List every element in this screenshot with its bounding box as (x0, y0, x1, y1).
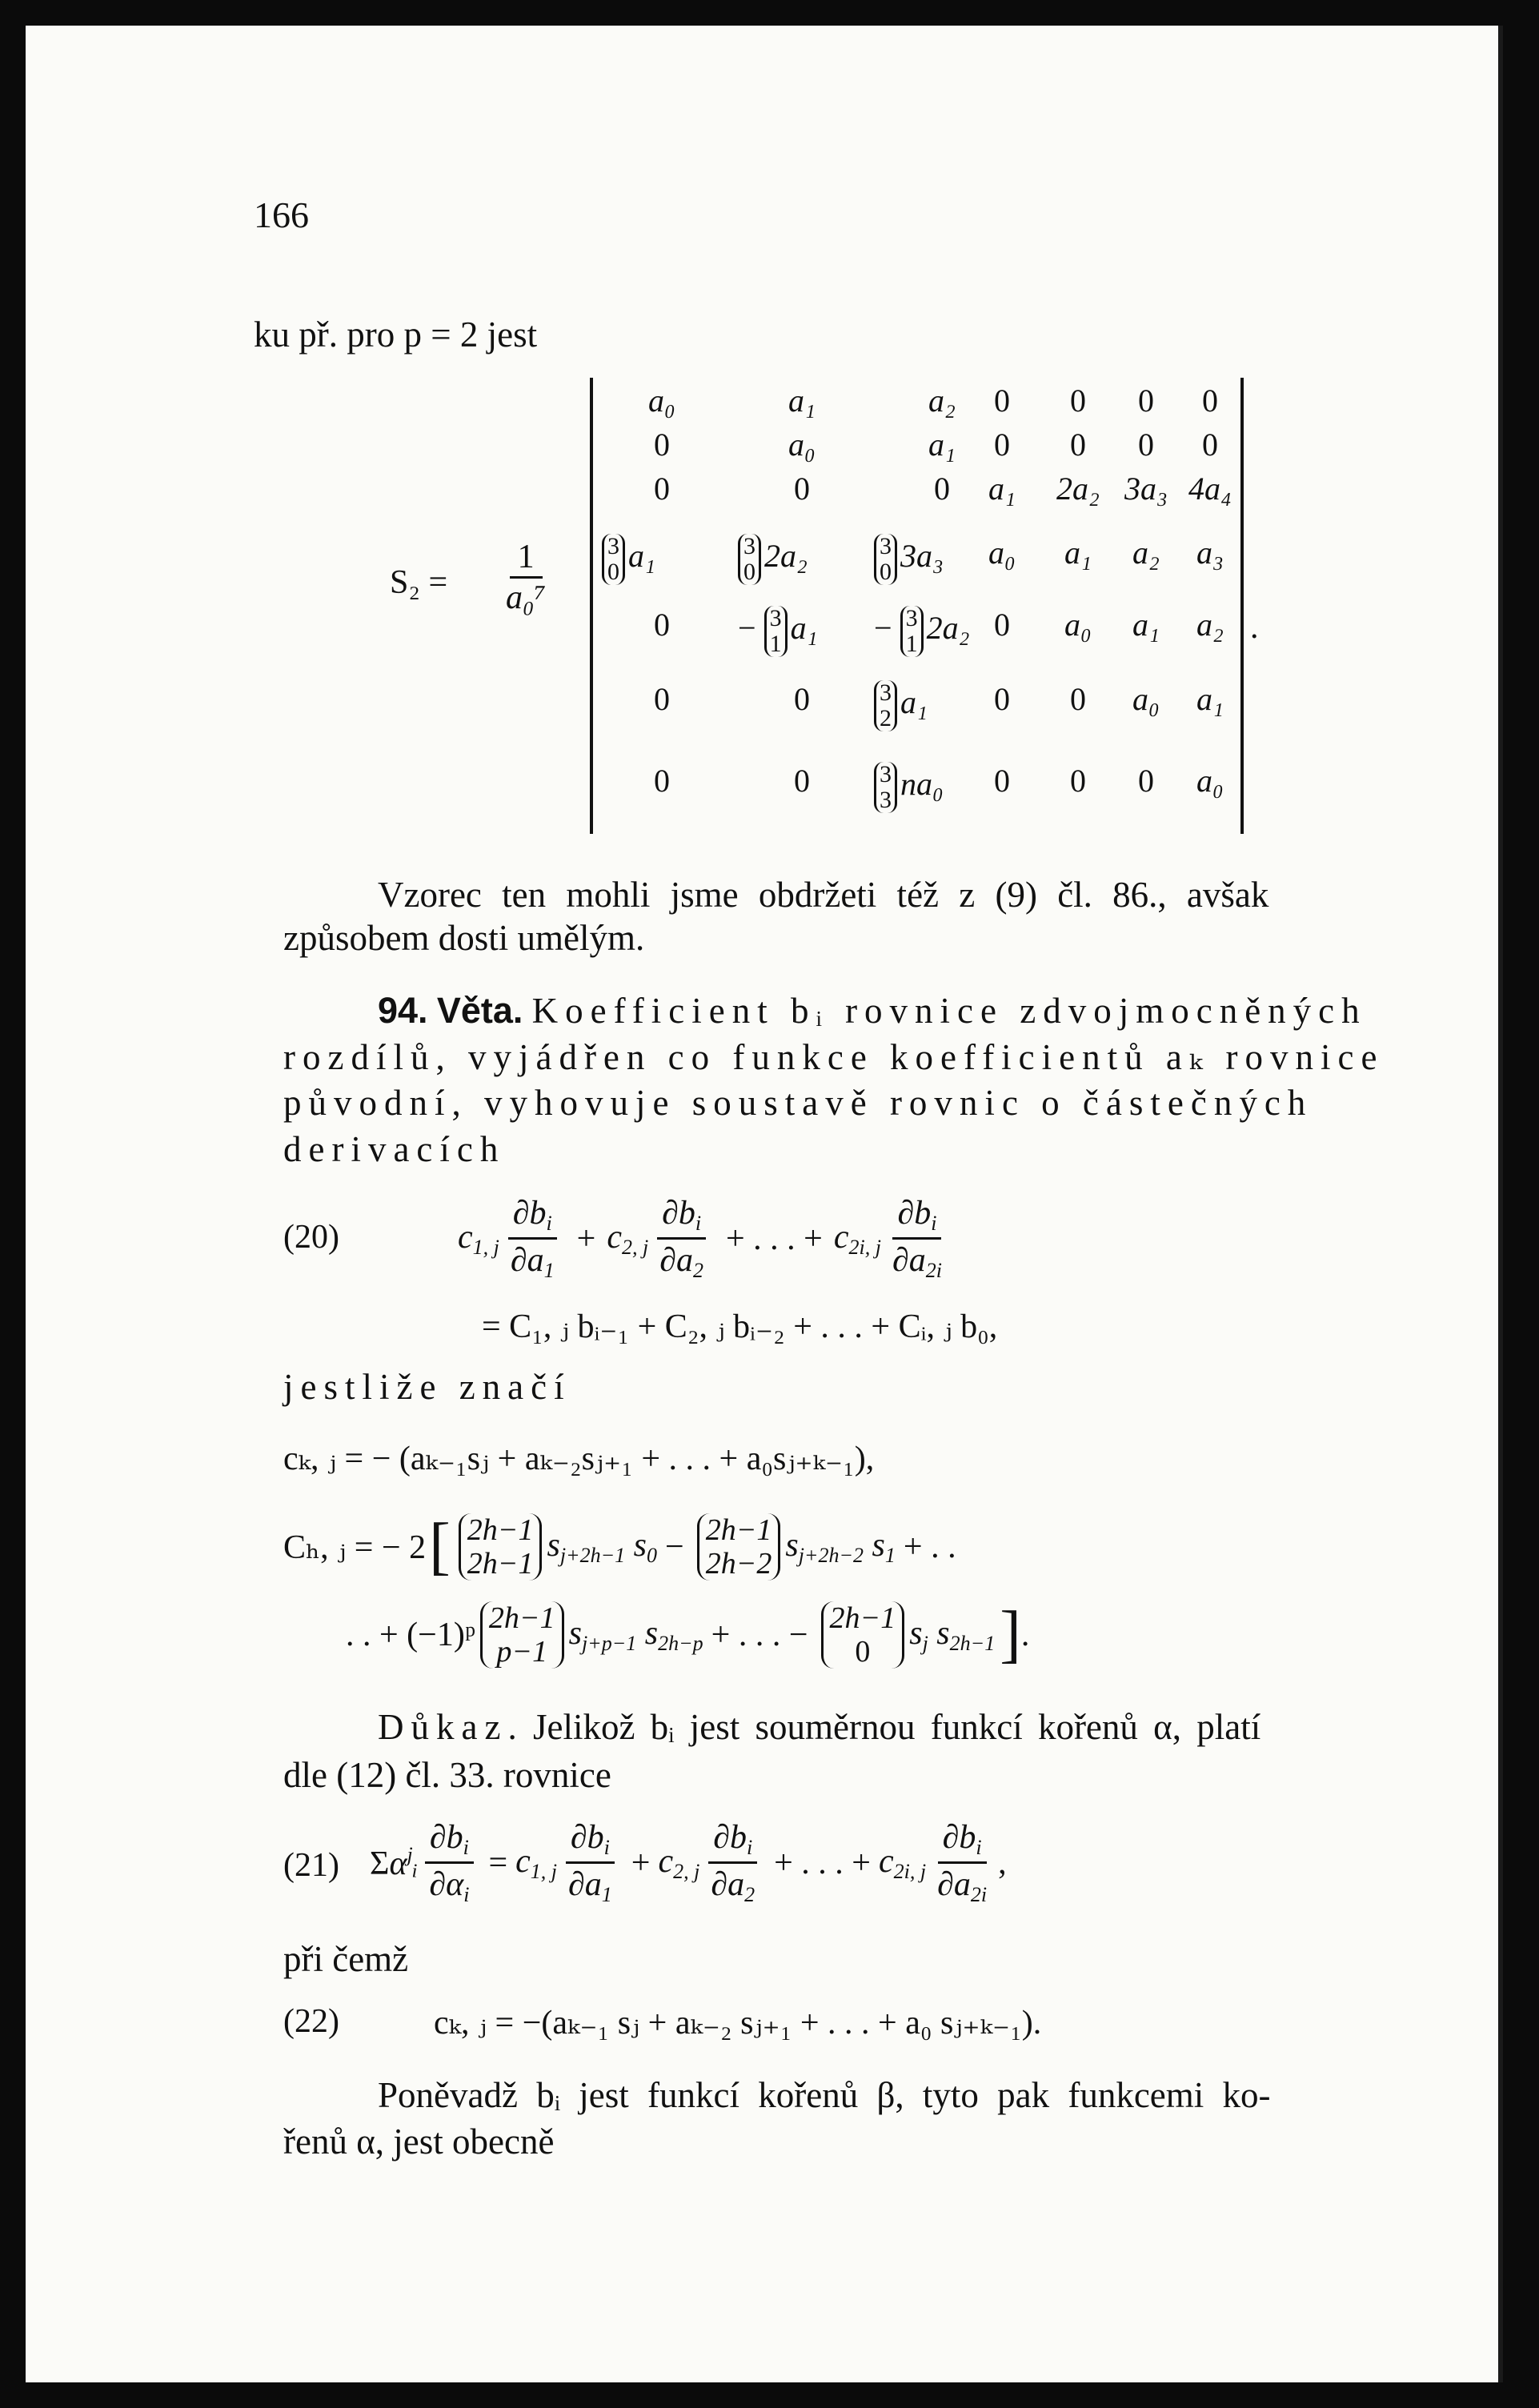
def-C-line1: Cₕ, ⱼ = − 2 [ 2h−1 2h−1 $s_{j+2h-1}$ $s_0$ − 2h−1 2h−2 $s_{j+2h-2}$ $s_1$ + . . (283, 1511, 956, 1581)
eq21-label: (21) (283, 1847, 339, 1884)
s2-denominator: a₀⁷ (506, 579, 547, 616)
det-cell-r6-c1: 0 (654, 681, 670, 717)
proof-text1: Jelikož bᵢ jest souměrnou funkcí kořenů α, platí (532, 1707, 1261, 1747)
jestlize-znaci: jestliže značí (283, 1367, 571, 1407)
det-cell-r1-c1: a₀ (648, 383, 675, 419)
para1-line1: Vzorec ten mohli jsme obdržeti též z (9) čl. 86., avšak (378, 875, 1269, 915)
proof-line1 (378, 1706, 1260, 1748)
det-cell-r3-c1: 0 (654, 471, 670, 507)
det-cell-r3-c2: 0 (794, 471, 810, 507)
intro-line: ku př. pro p = 2 jest (254, 315, 538, 355)
det-cell-r5-c4: 0 (994, 607, 1010, 643)
eq21-body: $\Sigma\alpha^jᵢ$ $\frac{\partial b_i}{\partial\alpha_i}$ = $c_{1, j}$ $\frac{\partial b_i}{\partial a_1}$ + $c_{2, j}$ $\frac{\partial b_i}{\partial a_2}$ + . . . + $c_{2i, j}$ $\frac{\partial b_i}{\partial a_{2i}}$ , (370, 1819, 1007, 1906)
det-cell-r4-c4: a₀ (988, 535, 1016, 571)
s2-fraction (506, 538, 546, 617)
det-cell-r3-c5: 2a₂ (1056, 471, 1100, 507)
det-cell-r7-c3: 3 3 na₀ (874, 762, 1010, 813)
determinant-period: . (1250, 609, 1259, 646)
det-cell-r1-c3: a₂ (928, 383, 956, 419)
det-cell-r4-c1: 3 0 a₁ (602, 534, 722, 585)
det-cell-r6-c2: 0 (794, 681, 810, 717)
det-cell-r1-c2: a₁ (788, 383, 816, 419)
section-line4: derivacích (283, 1129, 506, 1169)
eq22-body: cₖ, ⱼ = −(aₖ₋₁ sⱼ + aₖ₋₂ sⱼ₊₁ + . . . + a₀ sⱼ₊ₖ₋₁). (434, 2005, 1042, 2041)
eq20-line1: $c_{1, j}$ $\frac{\partial b_i}{\partial a_1}$ + $c_{2, j}$ $\frac{\partial b_i}{\partial a_2}$ + . . . + $c_{2i, j}$ $\frac{\partial b_i}{\partial a_{2i}}$ (458, 1195, 942, 1282)
det-cell-r5-c1: 0 (654, 607, 670, 643)
det-cell-r4-c3: 3 0 3a₃ (874, 534, 1010, 585)
def-c: cₖ, ⱼ = − (aₖ₋₁sⱼ + aₖ₋₂sⱼ₊₁ + . . . + a₀sⱼ₊ₖ₋₁), (283, 1440, 875, 1477)
s2-numerator: 1 (510, 538, 543, 579)
s2-lhs: S₂ = (390, 564, 448, 601)
book-page (26, 26, 1503, 2382)
det-cell-r2-c4: 0 (994, 427, 1010, 463)
det-cell-r1-c6: 0 (1138, 383, 1154, 419)
det-cell-r7-c2: 0 (794, 763, 810, 799)
section-line1: Koefficient bᵢ rovnice zdvojmocněných (531, 991, 1367, 1031)
det-cell-r2-c2: a₀ (788, 427, 816, 463)
det-cell-r4-c7: a₃ (1196, 535, 1224, 571)
det-cell-r4-c2: 3 0 2a₂ (738, 534, 866, 585)
det-cell-r5-c3: − 3 1 2a₂ (874, 605, 970, 657)
det-cell-r2-c3: a₁ (928, 427, 956, 463)
def-C-cont: . . + (−1)ᵖ (346, 1616, 475, 1653)
section-title: Věta. (436, 990, 523, 1031)
det-cell-r7-c1: 0 (654, 763, 670, 799)
det-cell-r1-c7: 0 (1202, 383, 1218, 419)
det-cell-r3-c3: 0 (934, 471, 950, 507)
section-heading (378, 990, 1367, 1032)
det-cell-r1-c5: 0 (1070, 383, 1086, 419)
det-cell-r4-c5: a₁ (1064, 535, 1092, 571)
det-cell-r7-c4: 0 (994, 763, 1010, 799)
det-cell-r5-c2: − 3 1 a₁ (738, 605, 818, 657)
det-cell-r6-c7: a₁ (1196, 681, 1224, 717)
section-line3: původní, vyhovuje soustavě rovnic o částečných (283, 1083, 1313, 1123)
eq22-label: (22) (283, 2003, 339, 2040)
det-cell-r5-c6: a₁ (1132, 607, 1160, 643)
det-cell-r2-c6: 0 (1138, 427, 1154, 463)
det-cell-r6-c6: a₀ (1132, 681, 1160, 717)
det-cell-r6-c4: 0 (994, 681, 1010, 717)
page-number: 166 (254, 194, 309, 235)
det-cell-r4-c6: a₂ (1132, 535, 1160, 571)
final-line1: Poněvadž bᵢ jest funkcí kořenů β, tyto pak funkcemi ko- (378, 2075, 1271, 2115)
det-cell-r2-c1: 0 (654, 427, 670, 463)
eq20-label: (20) (283, 1219, 339, 1256)
det-cell-r5-c7: a₂ (1196, 607, 1224, 643)
def-C-lhs: Cₕ, ⱼ = − 2 (283, 1529, 427, 1566)
det-cell-r2-c7: 0 (1202, 427, 1218, 463)
pri-cemz: při čemž (283, 1939, 409, 1979)
eq20-line2: = C₁, ⱼ bᵢ₋₁ + C₂, ⱼ bᵢ₋₂ + . . . + Cᵢ, ⱼ b₀, (482, 1308, 998, 1345)
determinant-left-bar (590, 378, 593, 834)
det-cell-r6-c5: 0 (1070, 681, 1086, 717)
det-cell-r5-c5: a₀ (1064, 607, 1092, 643)
def-C-line2: . . + (−1)ᵖ 2h−1 p−1 $s_{j+p-1}$ $s_{2h-p}$ + . . . − 2h−1 0 $s_j$ $s_{2h-1}$ ] . (346, 1599, 1030, 1669)
proof-line2: dle (12) čl. 33. rovnice (283, 1755, 611, 1795)
det-cell-r7-c5: 0 (1070, 763, 1086, 799)
para1-line2: způsobem dosti umělým. (283, 918, 645, 958)
section-line2: rozdílů, vyjádřen co funkce koefficientů aₖ rovnice (283, 1037, 1385, 1077)
det-cell-r2-c5: 0 (1070, 427, 1086, 463)
det-cell-r1-c4: 0 (994, 383, 1010, 419)
det-cell-r6-c3: 3 2 a₁ (874, 680, 1010, 731)
section-number: 94. (378, 990, 428, 1031)
det-cell-r3-c4: a₁ (988, 471, 1016, 507)
det-cell-r7-c6: 0 (1138, 763, 1154, 799)
det-cell-r3-c6: 3a₃ (1124, 471, 1168, 507)
final-line2: řenů α, jest obecně (283, 2122, 555, 2162)
det-cell-r7-c7: a₀ (1196, 763, 1224, 799)
det-cell-r3-c7: 4a₄ (1188, 471, 1232, 507)
proof-title: Důkaz. (378, 1707, 524, 1747)
